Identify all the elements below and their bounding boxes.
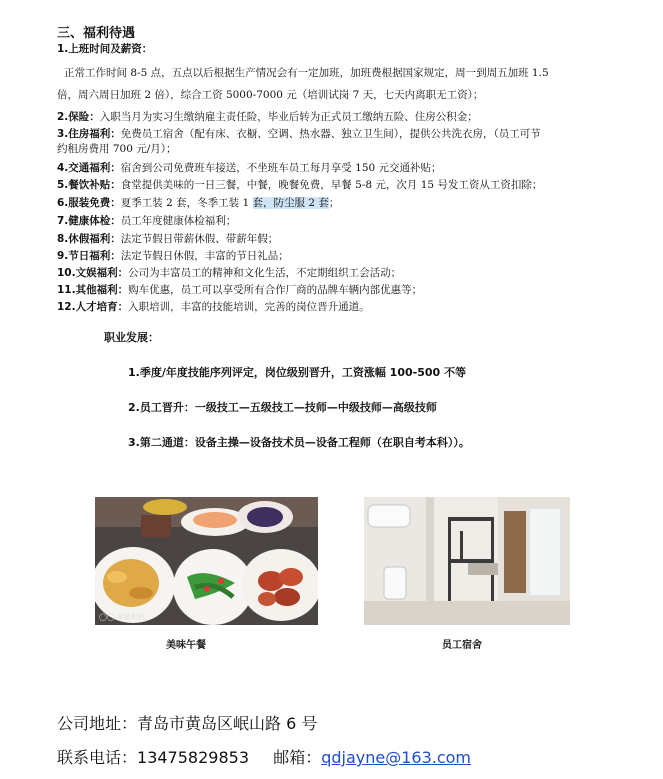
benefit-clothing [57,196,339,210]
benefit-meals [57,178,542,192]
benefit-housing-cont [57,142,177,156]
benefit-health [57,214,236,228]
address-label: 公司地址： [57,714,138,733]
dorm-photo [364,497,570,625]
lunch-photo-drawing [95,497,318,625]
career-title: 职业发展： [104,331,159,344]
highlighted-text: 套，防尘服 2 套 [252,197,329,209]
benefit-training [57,300,370,314]
contact-line [57,745,471,768]
hours-heading: 1.上班时间及薪资： [57,43,153,55]
benefit-label: 8.休假福利： [57,233,121,245]
lunch-caption: 美味午餐 [166,640,206,651]
career-item-3: 3.第二通道：设备主操—设备技术员—设备工程师（在职自考本科））。 [128,436,470,449]
benefit-label: 3.住房福利： [57,128,121,140]
benefit-label: 9.节日福利： [57,250,121,262]
benefit-housing [57,127,541,141]
benefit-text: 员工年度健康体检福利； [120,215,237,227]
benefit-text: 食堂提供美味的一日三餐，中餐，晚餐免费，早餐 5-8 元，次月 15 号发工资从工资扣除； [120,179,543,191]
benefit-text: 宿舍到公司免费班车接送，不坐班车员工每月享受 150 元交通补贴； [120,162,442,174]
benefit-label: 5.餐饮补贴： [57,179,121,191]
benefit-holiday [57,249,289,263]
benefit-text: 公司为丰富员工的精神和文化生活，不定期组织工会活动； [128,267,402,279]
address-line [57,711,317,734]
address-value: 青岛市黄岛区岷山路 6 号 [137,714,318,733]
benefit-text: 购车优惠，员工可以享受所有合作厂商的品牌车辆内部优惠等； [128,284,423,296]
career-item-1: 1.季度/年度技能序列评定，岗位级别晋升，工资涨幅 100-500 不等 [128,366,466,379]
phone-value: 13475829853 [137,748,249,767]
benefit-label: 12.人才培育： [57,301,129,313]
email-label: 邮箱： [273,748,322,767]
email-link[interactable]: qdjayne@163.com [321,748,472,767]
benefit-text: 约租房费用 700 元/月）； [57,143,177,155]
lunch-watermark: ◯◯ 零帧相机 [99,613,145,621]
benefit-text: 入职当月为实习生缴纳雇主责任险，毕业后转为正式员工缴纳五险、住房公积金； [99,111,478,123]
phone-label: 联系电话： [57,748,138,767]
section-title: 三、福利待遇 [57,26,136,41]
benefit-insurance [57,110,478,124]
benefit-label: 11.其他福利： [57,284,129,296]
benefit-text: 入职培训，丰富的技能培训，完善的岗位晋升通道。 [128,301,370,313]
benefit-label: 10.文娱福利： [57,267,129,279]
benefit-label: 4.交通福利： [57,162,121,174]
dorm-caption: 员工宿舍 [442,640,482,651]
benefit-text: 法定节假日带薪休假、带薪年假； [120,233,279,245]
benefit-text: 法定节假日休假，丰富的节日礼品； [120,250,289,262]
hours-line-2: 倍，周六周日加班 2 倍），综合工资 5000-7000 元（培训试岗 7 天，七天内离职无工资）； [57,89,484,101]
benefit-text: 夏季工装 2 套，冬季工装 1 [120,197,253,209]
hours-line-1: 正常工作时间 8-5 点，五点以后根据生产情况会有一定加班，加班费根据国家规定，周一到周五加班 1.5 [64,67,549,79]
dorm-photo-drawing [364,497,570,625]
benefit-tail: ； [328,197,340,209]
benefit-label: 2.保险： [57,111,100,123]
benefit-other [57,283,422,297]
benefit-text: 免费员工宿舍（配有床、衣橱、空调、热水器、独立卫生间），提供公共洗衣房，（员工可节 [120,128,541,140]
benefit-recreation [57,266,401,280]
benefit-leave [57,232,278,246]
benefit-label: 6.服装免费： [57,197,121,209]
lunch-photo [95,497,318,625]
benefit-transport [57,161,442,175]
benefit-label: 7.健康体检： [57,215,121,227]
career-item-2: 2.员工晋升：一级技工—五级技工—技师—中级技师—高级技师 [128,401,437,414]
